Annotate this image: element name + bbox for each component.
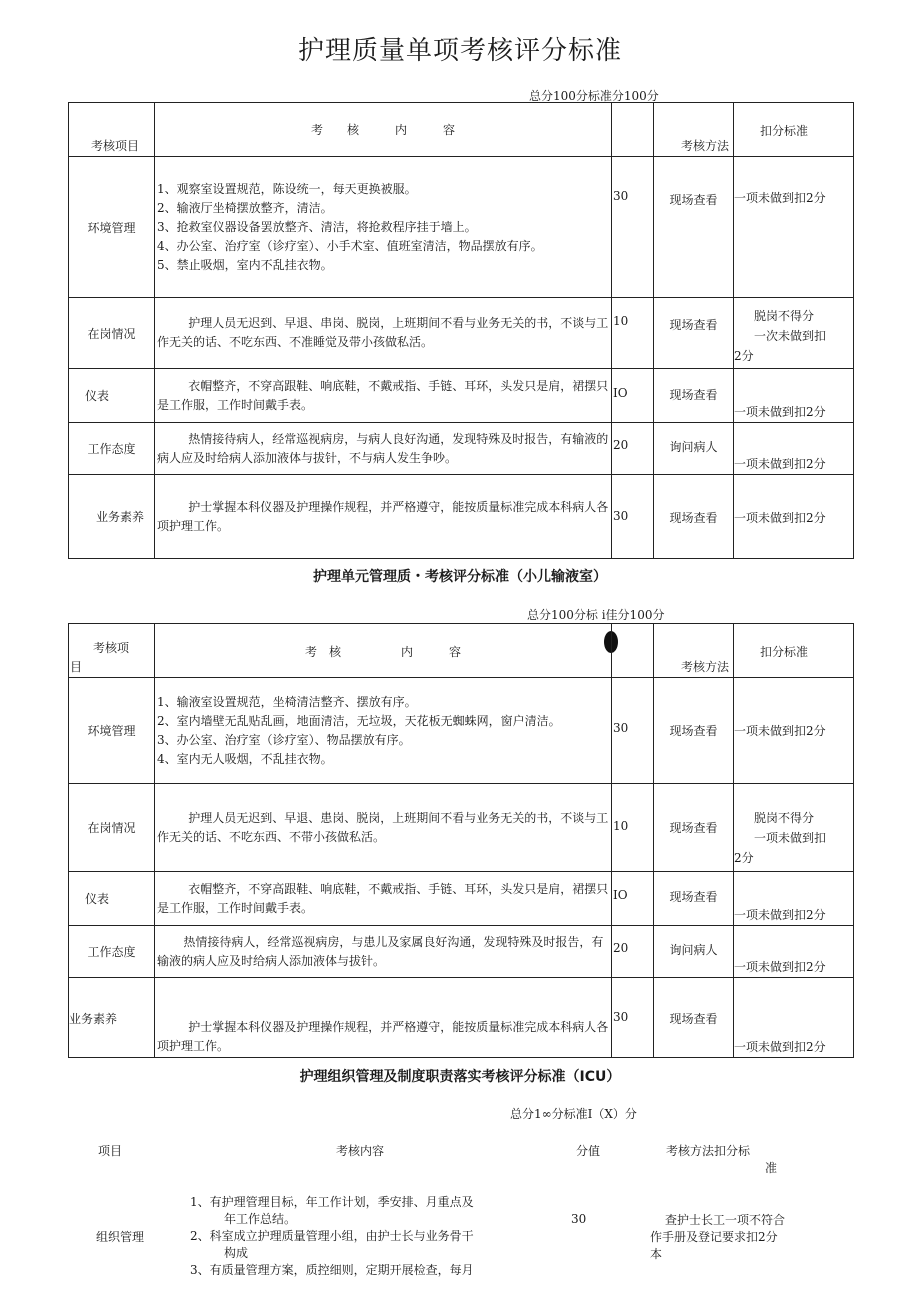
table2-header-score — [612, 624, 654, 678]
table2-row4-deduction: 一项未做到扣2分 — [734, 926, 854, 978]
table1-header-content: 考 核 内 容 — [155, 103, 612, 157]
table2-row5-item: 业务素养 — [69, 978, 155, 1058]
table1-row1-item: 环境管理 — [69, 157, 155, 298]
table1-row1-deduction: 一项未做到扣2分 — [734, 157, 854, 298]
section3-title: 护理组织管理及制度职责落实考核评分标准（ICU） — [299, 1069, 621, 1085]
table1-row2-method: 现场查看 — [654, 298, 734, 369]
table1-row2-deduction: 脱岗不得分 一次未做到扣 2分 — [734, 298, 854, 369]
table1-row5-content: 护士掌握本科仪器及护理操作规程，并严格遵守，能按质量标准完成本科病人各项护理工作。 — [155, 475, 612, 559]
table2-row5-score: 30 — [612, 978, 654, 1058]
table1-row5-method: 现场查看 — [654, 475, 734, 559]
section3-row-score: 30 — [571, 1212, 587, 1226]
table2-row2-item: 在岗情况 — [69, 784, 155, 872]
table-row — [69, 784, 854, 872]
table2-total-score: 总分100分标 i佳分100分 — [527, 608, 665, 622]
table-row — [69, 475, 854, 559]
section3-header-method-tail: 准 — [765, 1161, 778, 1175]
table1-row4-deduction: 一项未做到扣2分 — [734, 423, 854, 475]
table2-header-deduction: 扣分标准 — [734, 624, 854, 678]
table1-row5-deduction: 一项未做到扣2分 — [734, 475, 854, 559]
table2-header-row — [69, 624, 854, 678]
table2-row2-method: 现场查看 — [654, 784, 734, 872]
table2-row1-item: 环境管理 — [69, 678, 155, 784]
table2-title: 护理单元管理质・考核评分标准（小儿输液室） — [313, 569, 607, 585]
table1-row3-item: 仪表 — [69, 369, 155, 423]
table1-header-deduction: 扣分标准 — [734, 103, 854, 157]
table2-row5-content: 护士掌握本科仪器及护理操作规程，并严格遵守，能按质量标准完成本科病人各项护理工作。 — [155, 978, 612, 1058]
table1-row4-method: 询问病人 — [654, 423, 734, 475]
table2-row3-content: 衣帽整齐，不穿高跟鞋、响底鞋，不戴戒指、手链、耳环，头发只是肩，裙摆只是工作服，工作时间戴手表。 — [155, 872, 612, 926]
table1-row1-score: 30 — [612, 157, 654, 298]
table2-row4-content: 热情接待病人，经常巡视病房，与患儿及家属良好沟通，发现特殊及时报告，有输液的病人应及时给病人添加液体与拔针。 — [155, 926, 612, 978]
table2-row1-method: 现场查看 — [654, 678, 734, 784]
section3-row-method: 查护士长工一项不符合 作手册及登记要求扣2分 本 — [650, 1213, 786, 1261]
table-row — [69, 369, 854, 423]
table1 — [68, 102, 854, 559]
table1-header-row — [69, 103, 854, 157]
table2-header-content: 考 核 内 容 — [155, 624, 612, 678]
table2-header-item: 考核项 目 — [69, 624, 155, 678]
table1-row4-score: 20 — [612, 423, 654, 475]
section3-row-item: 组织管理 — [96, 1230, 145, 1244]
table2-row4-item: 工作态度 — [69, 926, 155, 978]
table1-row4-content: 热情接待病人，经常巡视病房，与病人良好沟通，发现特殊及时报告，有输液的病人应及时给病人添加液体与拔针，不与病人发生争吵。 — [155, 423, 612, 475]
table-row — [69, 872, 854, 926]
section3-row-content: 1、有护理管理目标，年工作计划，季安排、月重点及 年工作总结。 2、科室成立护理质量管理小组，由护士长与业务骨干 构成 3、有质量管理方案，质控细则，定期开展检查，每月 — [190, 1195, 474, 1277]
table2-row2-deduction: 脱岗不得分 一项未做到扣 2分 — [734, 784, 854, 872]
table1-row4-item: 工作态度 — [69, 423, 155, 475]
table1-row5-item: 业务素养 — [69, 475, 155, 559]
table-row — [69, 678, 854, 784]
section3-total-score: 总分1∞分标准I（X）分 — [510, 1107, 637, 1121]
table2-row5-method: 现场查看 — [654, 978, 734, 1058]
table1-row1-content: 1、观察室设置规范，陈设统一，每天更换被服。 2、输液厅坐椅摆放整齐，清洁。 3、抢救室仪器设备罢放整齐、清洁，将抢救程序挂于墙上。 4、办公室、治疗室（诊疗室）、小手术室、值班室清洁，物品摆放有序。 5、禁止吸烟，室内不乱挂衣物。 — [155, 157, 612, 298]
table-row — [69, 926, 854, 978]
table1-row2-score: 10 — [612, 298, 654, 369]
table1-total-score: 总分100分标准分100分 — [529, 89, 659, 103]
table1-row3-score: IO — [612, 369, 654, 423]
table1-row3-content: 衣帽整齐，不穿高跟鞋、响底鞋，不戴戒指、手链、耳环，头发只是肩，裙摆只是工作服，工作时间戴手表。 — [155, 369, 612, 423]
table2-header-method: 考核方法 — [654, 624, 734, 678]
table2-row1-content: 1、输液室设置规范，坐椅清洁整齐、摆放有序。 2、室内墙壁无乱贴乱画，地面清洁，无垃圾，天花板无蜘蛛网，窗户清洁。 3、办公室、治疗室（诊疗室）、物品摆放有序。 4、室内无人吸烟，不乱挂衣物。 — [155, 678, 612, 784]
table1-row5-score: 30 — [612, 475, 654, 559]
table-row — [69, 978, 854, 1058]
table2-row4-method: 询问病人 — [654, 926, 734, 978]
table1-row3-method: 现场查看 — [654, 369, 734, 423]
table2-row2-content: 护理人员无迟到、早退、患岗、脱岗，上班期间不看与业务无关的书，不谈与工作无关的话、不吃东西、不带小孩做私活。 — [155, 784, 612, 872]
table1-row1-method: 现场查看 — [654, 157, 734, 298]
table-row — [69, 423, 854, 475]
table2-row5-deduction: 一项未做到扣2分 — [734, 978, 854, 1058]
table2-row3-item: 仪表 — [69, 872, 155, 926]
section3-header-item: 项目 — [98, 1144, 123, 1158]
table1-row2-content: 护理人员无迟到、早退、串岗、脱岗，上班期间不看与业务无关的书，不谈与工作无关的话、不吃东西、不准睡觉及带小孩做私活。 — [155, 298, 612, 369]
table-row — [69, 157, 854, 298]
table2-row3-method: 现场查看 — [654, 872, 734, 926]
table2-row1-score: 30 — [612, 678, 654, 784]
table1-row2-item: 在岗情况 — [69, 298, 155, 369]
section3-header-score: 分值 — [576, 1144, 601, 1158]
section3-header-method: 考核方法扣分标 — [666, 1144, 751, 1158]
table1-header-item: 考核项目 — [69, 103, 155, 157]
table-row — [69, 298, 854, 369]
table2-row3-score: IO — [612, 872, 654, 926]
table2-row2-score: 10 — [612, 784, 654, 872]
table2-row3-deduction: 一项未做到扣2分 — [734, 872, 854, 926]
table2 — [68, 623, 854, 1058]
section3-header-content: 考核内容 — [336, 1144, 385, 1158]
page-title: 护理质量单项考核评分标准 — [297, 36, 622, 66]
table1-header-score — [612, 103, 654, 157]
table1-header-method: 考核方法 — [654, 103, 734, 157]
table2-row4-score: 20 — [612, 926, 654, 978]
table1-row3-deduction: 一项未做到扣2分 — [734, 369, 854, 423]
table2-row1-deduction: 一项未做到扣2分 — [734, 678, 854, 784]
